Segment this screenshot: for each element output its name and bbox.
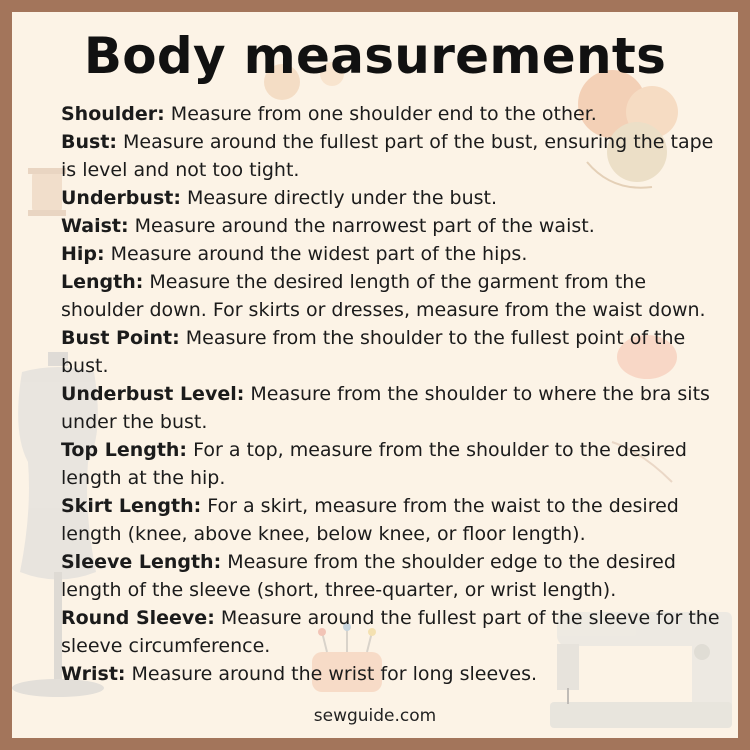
measurement-term: Top Length: <box>61 439 188 461</box>
measurement-list <box>61 100 731 688</box>
measurement-description: Measure the desired length of the garment from the shoulder down. For skirts or dresses, measure from the waist down. <box>61 271 706 321</box>
measurement-term: Waist: <box>61 215 129 237</box>
page-title: Body measurements <box>83 27 667 85</box>
measurement-term: Underbust: <box>61 187 181 209</box>
list-item <box>61 212 731 240</box>
footer-site: sewguide.com <box>313 706 437 726</box>
measurement-description: Measure from the shoulder edge to the desired length of the sleeve (short, three-quarter, or wrist length). <box>61 551 676 601</box>
list-item <box>61 240 731 268</box>
measurement-description: Measure around the widest part of the hips. <box>104 243 528 265</box>
measurement-description: Measure around the fullest part of the sleeve for the sleeve circumference. <box>61 607 720 657</box>
list-item <box>61 100 731 128</box>
list-item <box>61 268 731 324</box>
measurement-term: Bust Point: <box>61 327 180 349</box>
poster-card <box>12 12 738 738</box>
measurement-description: Measure around the fullest part of the bust, ensuring the tape is level and not too tight. <box>61 131 714 181</box>
measurement-term: Shoulder: <box>61 103 165 125</box>
measurement-description: Measure around the wrist for long sleeves. <box>125 663 538 685</box>
list-item <box>61 380 731 436</box>
list-item <box>61 324 731 380</box>
measurement-description: For a top, measure from the shoulder to the desired length at the hip. <box>61 439 687 489</box>
list-item <box>61 548 731 604</box>
list-item <box>61 436 731 492</box>
measurement-term: Length: <box>61 271 144 293</box>
list-item <box>61 184 731 212</box>
measurement-description: Measure directly under the bust. <box>180 187 498 209</box>
list-item <box>61 604 731 660</box>
list-item <box>61 128 731 184</box>
measurement-term: Round Sleeve: <box>61 607 215 629</box>
measurement-description: For a skirt, measure from the waist to the desired length (knee, above knee, below knee, or floor length). <box>61 495 679 545</box>
measurement-term: Bust: <box>61 131 117 153</box>
measurement-description: Measure from one shoulder end to the other. <box>164 103 597 125</box>
measurement-description: Measure around the narrowest part of the waist. <box>128 215 595 237</box>
measurement-term: Hip: <box>61 243 105 265</box>
measurement-description: Measure from the shoulder to the fullest point of the bust. <box>61 327 686 377</box>
measurement-term: Skirt Length: <box>61 495 202 517</box>
list-item <box>61 492 731 548</box>
measurement-term: Wrist: <box>61 663 126 685</box>
measurement-description: Measure from the shoulder to where the bra sits under the bust. <box>61 383 710 433</box>
measurement-term: Sleeve Length: <box>61 551 222 573</box>
measurement-term: Underbust Level: <box>61 383 245 405</box>
list-item <box>61 660 731 688</box>
